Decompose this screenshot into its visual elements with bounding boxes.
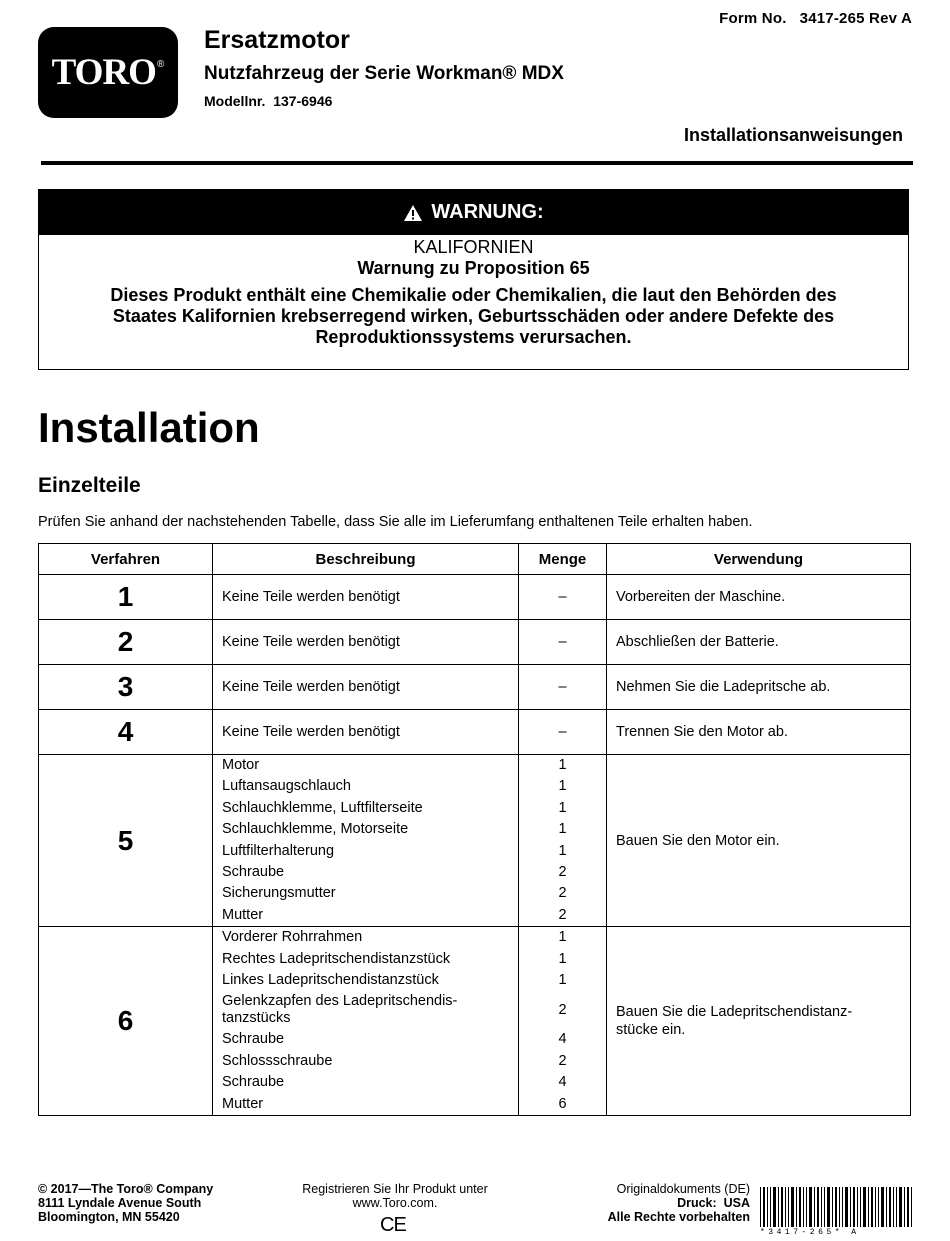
item-description: Motor (222, 757, 260, 773)
item-description-list (213, 755, 519, 927)
table-row (39, 710, 911, 755)
item-quantity: 1 (558, 972, 567, 989)
copyright-text: © 2017—The Toro® Company (38, 1182, 214, 1196)
item-description: Mutter (222, 906, 264, 923)
item-usage: Abschließen der Batterie. (607, 620, 911, 665)
document-title: Ersatzmotor (204, 26, 350, 54)
item-quantity: – (519, 665, 607, 710)
item-description: Luftansaugschlauch (222, 778, 351, 795)
item-description: Schlossschraube (222, 1052, 333, 1069)
item-quantity: 2 (558, 1052, 567, 1069)
table-header-row (39, 544, 911, 575)
item-quantity: 1 (558, 778, 567, 795)
model-number: Modellnr. 137-6946 (204, 93, 333, 109)
item-quantity: 4 (558, 1074, 567, 1091)
item-description: Rechtes Ladepritschendistanzstück (222, 950, 451, 967)
item-usage: Nehmen Sie die Ladepritsche ab. (607, 665, 911, 710)
header-usage: Verwendung (607, 544, 911, 575)
footer-register (290, 1182, 500, 1210)
item-quantity: 6 (558, 1095, 567, 1112)
item-description: Schraube (222, 864, 285, 881)
item-description: Keine Teile werden benötigt (213, 665, 519, 710)
item-quantity-list (519, 927, 607, 1116)
warning-text (39, 285, 908, 348)
item-quantity: 2 (558, 885, 567, 902)
warning-location: KALIFORNIEN (413, 237, 534, 257)
step-number: 4 (39, 710, 213, 755)
header-procedure: Verfahren (39, 544, 213, 575)
ce-mark-icon: CE (380, 1214, 406, 1236)
logo-text: TORO (51, 52, 156, 93)
original-doc-text: Originaldokuments (DE) (616, 1182, 750, 1196)
item-description: Luftfilterhalterung (222, 842, 335, 859)
item-description: Sicherungsmutter (222, 885, 336, 902)
print-country: Druck: USA (677, 1196, 750, 1210)
header-description: Beschreibung (213, 544, 519, 575)
register-text: Registrieren Sie Ihr Produkt unter (302, 1182, 488, 1196)
footer-company (38, 1182, 213, 1224)
doc-type-label: Installationsanweisungen (683, 125, 903, 145)
intro-text: Prüfen Sie anhand der nachstehenden Tabelle, dass Sie alle im Lieferumfang enthaltenen Teile erhalten haben. (38, 514, 753, 530)
item-description: Schraube (222, 1074, 285, 1091)
table-row (39, 665, 911, 710)
table-row (39, 620, 911, 665)
item-usage (607, 927, 911, 1116)
barcode-icon (760, 1187, 912, 1227)
table-row (39, 575, 911, 620)
register-url: www.Toro.com. (352, 1196, 438, 1210)
warning-header (39, 190, 908, 235)
section-subtitle: Einzelteile (38, 474, 141, 497)
section-title: Installation (38, 404, 260, 451)
item-usage: Vorbereiten der Maschine. (607, 575, 911, 620)
address-line-2: Bloomington, MN 55420 (38, 1210, 180, 1224)
table-row (39, 927, 911, 1116)
item-quantity: – (519, 710, 607, 755)
logo-registered-mark: ® (156, 59, 165, 70)
item-quantity: 1 (558, 842, 567, 859)
header-quantity: Menge (519, 544, 607, 575)
item-quantity: 1 (558, 757, 567, 773)
item-usage: Bauen Sie den Motor ein. (607, 755, 911, 927)
warning-text-content: Dieses Produkt enthält eine Chemikalie oder Chemikalien, die laut den Behörden des Staates Kalifornien krebserregend wirken, Geburtsschäden oder andere Defekte des Reproduktionssystems verursachen. (110, 285, 837, 347)
item-quantity: 2 (558, 906, 567, 923)
barcode-caption: *3417-265* A (760, 1228, 860, 1237)
parts-table (38, 543, 911, 1116)
warning-proposition: Warnung zu Proposition 65 (357, 258, 590, 278)
item-usage-text: Bauen Sie die Ladepritschendistanzstücke ein. (616, 1004, 853, 1039)
item-quantity: 1 (558, 821, 567, 838)
item-description: Keine Teile werden benötigt (213, 575, 519, 620)
item-quantity: 2 (558, 1001, 567, 1018)
footer-print-info (608, 1182, 750, 1224)
warning-box (38, 189, 909, 370)
document-subtitle: Nutzfahrzeug der Serie Workman® MDX (204, 63, 564, 84)
item-description: Schraube (222, 1031, 285, 1048)
item-quantity-list (519, 755, 607, 927)
item-description: Linkes Ladepritschendistanzstück (222, 972, 439, 989)
warning-body (39, 237, 908, 348)
warning-triangle-icon (403, 204, 423, 222)
item-description-list (213, 927, 519, 1116)
item-description: Schlauchklemme, Motorseite (222, 821, 409, 838)
item-quantity: 4 (558, 1031, 567, 1048)
item-quantity: 2 (558, 864, 567, 881)
item-quantity: 1 (558, 950, 567, 967)
header-divider (41, 161, 913, 165)
item-description: Gelenkzapfen des Ladepritschendistanzstücks (222, 993, 458, 1027)
step-number: 6 (39, 927, 213, 1116)
toro-logo (38, 27, 178, 118)
step-number: 1 (39, 575, 213, 620)
table-row (39, 755, 911, 927)
item-description: Vorderer Rohrrahmen (222, 929, 363, 946)
item-quantity: 1 (558, 799, 567, 816)
item-description: Schlauchklemme, Luftfilterseite (222, 799, 423, 816)
item-quantity: – (519, 620, 607, 665)
item-description: Keine Teile werden benötigt (213, 710, 519, 755)
item-quantity: 1 (558, 929, 567, 946)
step-number: 2 (39, 620, 213, 665)
form-number: Form No. 3417-265 Rev A (719, 10, 912, 27)
item-quantity: – (519, 575, 607, 620)
address-line-1: 8111 Lyndale Avenue South (38, 1196, 202, 1210)
item-description: Keine Teile werden benötigt (213, 620, 519, 665)
item-description: Mutter (222, 1095, 264, 1112)
warning-heading: WARNUNG: (431, 201, 544, 223)
step-number: 5 (39, 755, 213, 927)
rights-text: Alle Rechte vorbehalten (607, 1210, 750, 1224)
item-usage: Trennen Sie den Motor ab. (607, 710, 911, 755)
step-number: 3 (39, 665, 213, 710)
